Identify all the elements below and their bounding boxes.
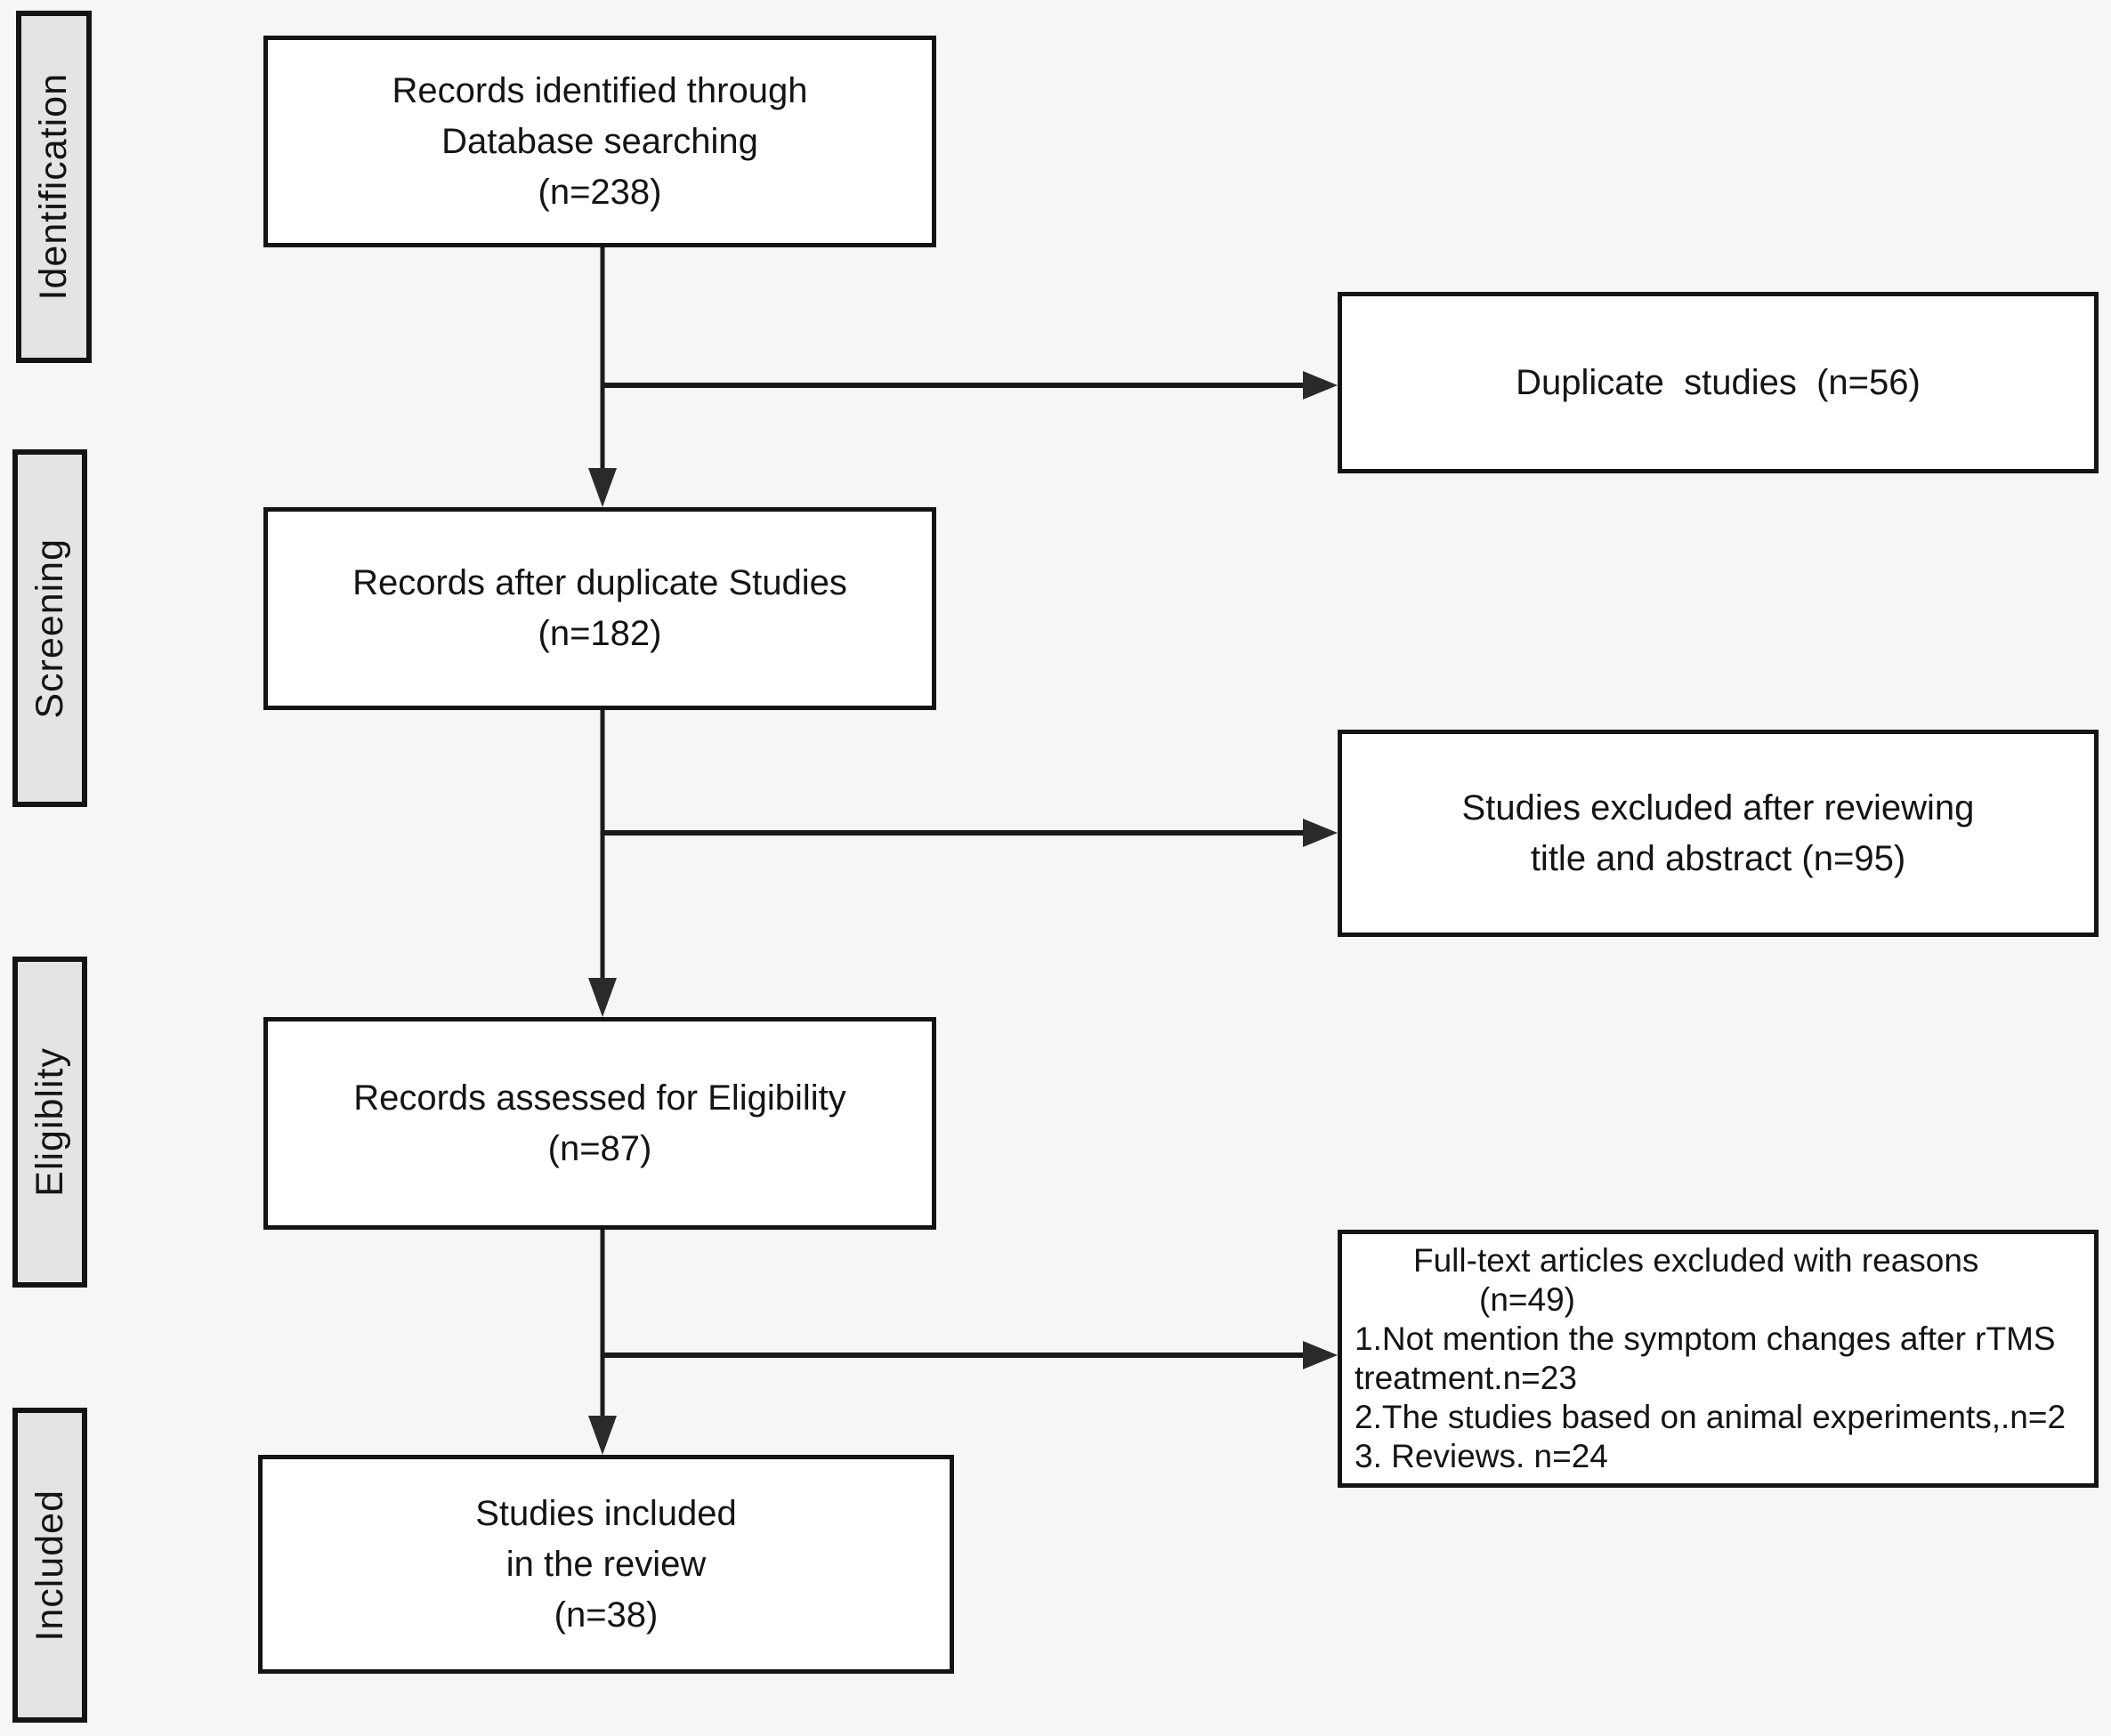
records-after-duplicates-line1: Records after duplicate Studies (352, 563, 847, 602)
flow-box-records-assessed (263, 1017, 936, 1230)
studies-included-line1: Studies included (475, 1493, 737, 1533)
stage-label-identification (16, 11, 92, 363)
duplicates-text: Duplicate studies (n=56) (1516, 362, 1921, 402)
fulltext-reason1-line1: 1.Not mention the symptom changes after rTMS (1355, 1320, 2056, 1357)
arrowhead-right-duplicates-icon (1303, 371, 1338, 400)
fulltext-title: Full-text articles excluded with reasons (1413, 1242, 1979, 1279)
arrowhead-right-title-abstract-icon (1303, 819, 1338, 847)
exclusion-box-fulltext (1338, 1230, 2099, 1488)
arrowhead-down-included-icon (588, 1416, 617, 1455)
stage-label-screening-text: Screening (28, 537, 71, 719)
records-assessed-line1: Records assessed for Eligibility (353, 1078, 846, 1118)
flow-box-records-after-duplicates (263, 507, 936, 710)
stage-label-screening (12, 449, 87, 807)
studies-included-count: (n=38) (554, 1595, 659, 1635)
studies-included-line2: in the review (506, 1544, 707, 1584)
records-assessed-count: (n=87) (547, 1128, 652, 1168)
records-after-duplicates-count: (n=182) (538, 614, 662, 653)
exclusion-box-duplicates (1338, 292, 2099, 473)
fulltext-count: (n=49) (1479, 1281, 1575, 1318)
title-abstract-line1: Studies excluded after reviewing (1461, 787, 1975, 828)
title-abstract-line2: title and abstract (n=95) (1530, 838, 1906, 878)
stage-label-eligibility-text: Eligiblity (28, 1047, 71, 1197)
flow-box-studies-included (258, 1455, 954, 1674)
records-identified-line2: Database searching (441, 121, 758, 161)
stage-label-eligibility (12, 957, 87, 1288)
stage-label-included-text: Included (28, 1489, 71, 1642)
stage-label-included (12, 1408, 87, 1723)
records-identified-count: (n=238) (538, 172, 662, 212)
fulltext-reason3: 3. Reviews. n=24 (1355, 1438, 1608, 1474)
stage-label-identification-text: Identification (32, 73, 75, 301)
exclusion-box-title-abstract (1338, 730, 2099, 937)
arrowhead-down-deduped-icon (588, 468, 617, 507)
fulltext-reason1-line2: treatment.n=23 (1355, 1360, 1577, 1396)
records-identified-line1: Records identified through (392, 70, 808, 110)
arrowhead-down-assessed-icon (588, 978, 617, 1017)
fulltext-reason2: 2.The studies based on animal experiments,.n=2 (1355, 1399, 2067, 1435)
arrowhead-right-fulltext-icon (1303, 1341, 1338, 1369)
flow-box-records-identified (263, 36, 936, 247)
